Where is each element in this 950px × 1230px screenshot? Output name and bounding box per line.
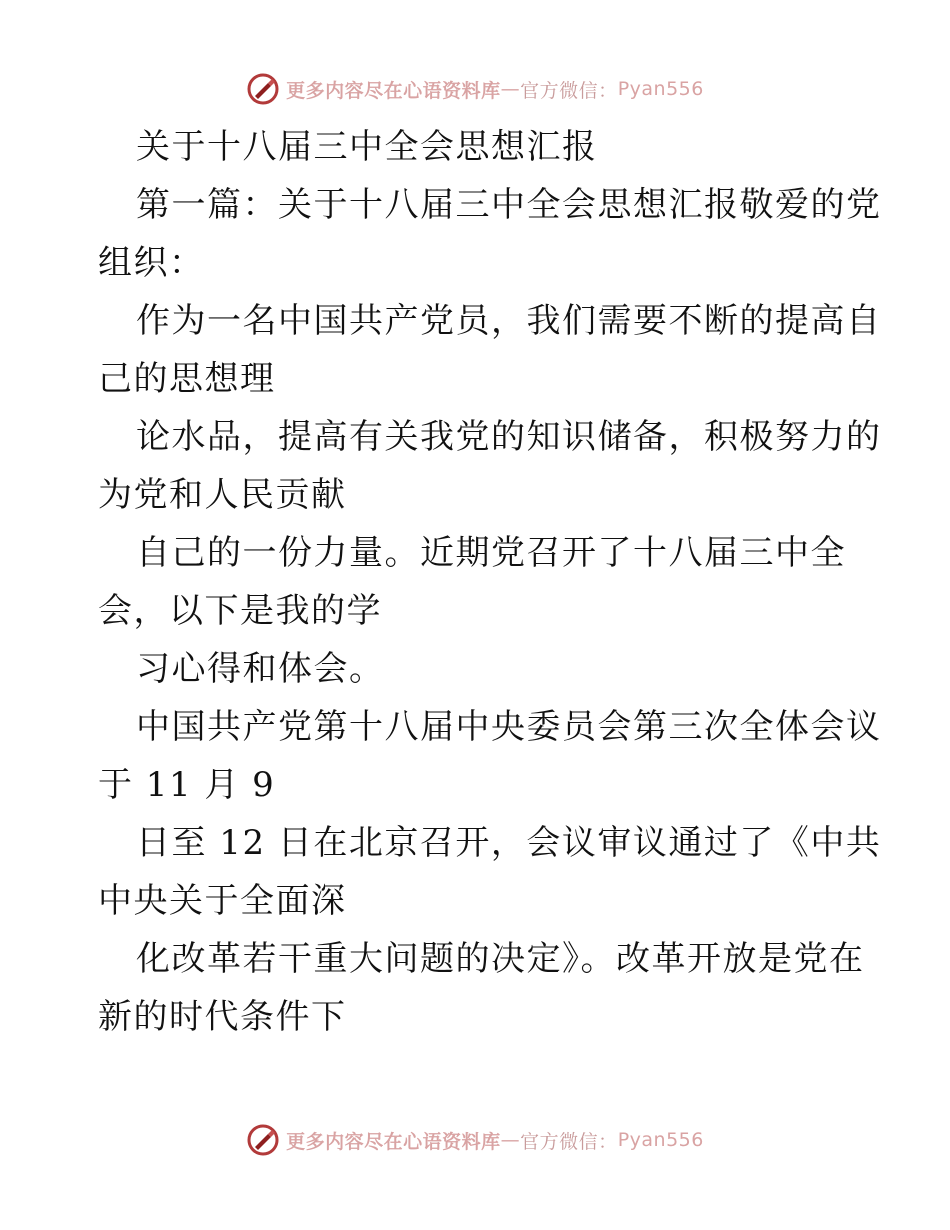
watermark-dash: — (500, 78, 521, 100)
document-line: 化改革若干重大问题的决定》。改革开放是党在 (136, 939, 865, 979)
watermark-wechat-id: Pyan556 (617, 1129, 704, 1151)
document-line: 新的时代条件下 (98, 997, 347, 1037)
watermark-sub-text: 官方微信： (520, 1130, 618, 1153)
document-line: 自己的一份力量。近期党召开了十八届三中全 (136, 533, 846, 573)
document-line: 论水品，提高有关我党的知识储备，积极努力的 (136, 417, 882, 457)
document-line: 日至 12 日在北京召开，会议审议通过了《中共 (136, 823, 882, 863)
footer-watermark (0, 1123, 950, 1157)
document-line: 中央关于全面深 (98, 881, 347, 921)
document-line: 习心得和体会。 (136, 649, 385, 689)
pen-logo-icon (246, 72, 280, 106)
document-line: 第一篇：关于十八届三中全会思想汇报敬爱的党 (136, 185, 882, 225)
watermark-dash: — (500, 1129, 521, 1151)
document-body (98, 118, 882, 1046)
header-watermark (0, 72, 950, 106)
document-line: 为党和人民贡献 (98, 475, 347, 515)
document-line: 关于十八届三中全会思想汇报 (136, 127, 598, 167)
watermark-wechat-id: Pyan556 (617, 78, 704, 100)
document-line: 中国共产党第十八届中央委员会第三次全体会议 (136, 707, 882, 747)
document-line: 于 11 月 9 (98, 765, 276, 805)
document-line: 作为一名中国共产党员，我们需要不断的提高自 (136, 301, 882, 341)
watermark-main-text: 更多内容尽在心语资料库 (286, 1130, 501, 1153)
document-line: 组织： (98, 243, 205, 283)
document-line: 会，以下是我的学 (98, 591, 382, 631)
pen-logo-icon (246, 1123, 280, 1157)
watermark-main-text: 更多内容尽在心语资料库 (286, 79, 501, 102)
document-line: 己的思想理 (98, 359, 276, 399)
watermark-sub-text: 官方微信： (520, 79, 618, 102)
